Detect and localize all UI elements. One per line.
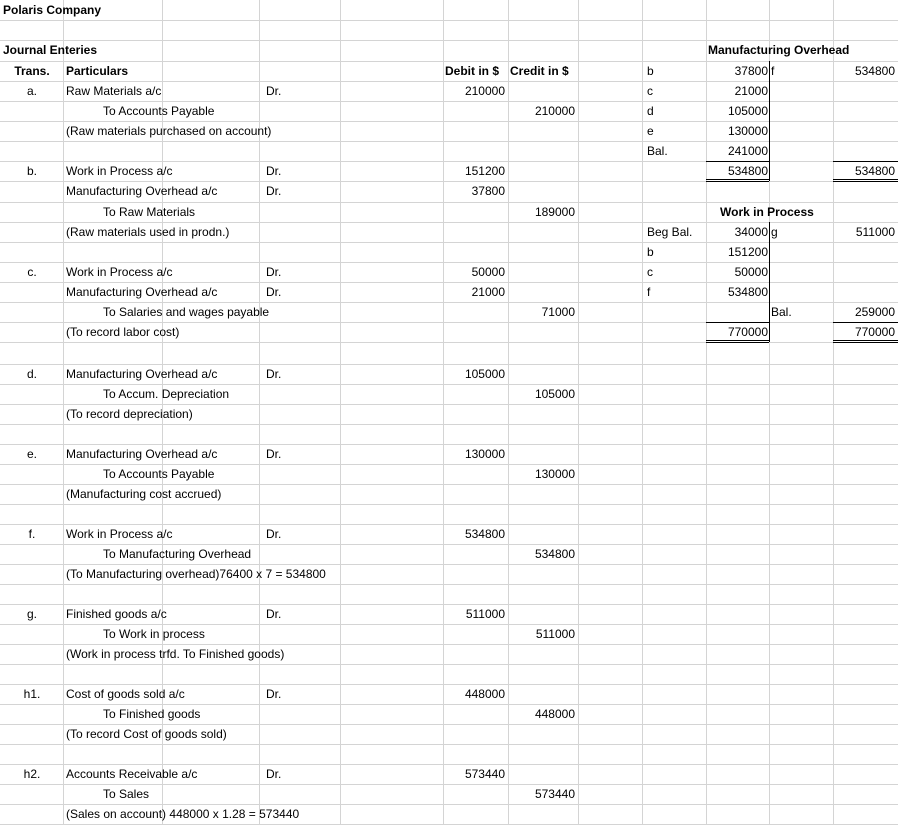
wip-credit-topline: [833, 322, 898, 323]
grid-column-line: [508, 0, 509, 825]
grid-row-line: [0, 20, 898, 21]
entry-particular: (To Manufacturing overhead)76400 x 7 = 534800: [66, 567, 326, 581]
entry-particular: (Sales on account) 448000 x 1.28 = 573440: [66, 807, 300, 821]
company-title: Polaris Company: [3, 3, 102, 17]
entry-particular: Finished goods a/c: [66, 607, 167, 621]
entry-dr-marker: Dr.: [266, 164, 282, 178]
entry-particular: Work in Process a/c: [66, 265, 173, 279]
entry-trans-label: f.: [28, 527, 36, 541]
moh-debit: 241000: [727, 144, 768, 158]
entry-trans-label: b.: [26, 164, 37, 178]
entry-credit-amount: 130000: [534, 467, 575, 481]
entry-debit-amount: 105000: [464, 367, 505, 381]
grid-column-line: [63, 0, 64, 825]
grid-row-line: [0, 664, 898, 665]
wip-total-underline: [706, 340, 769, 341]
entry-dr-marker: Dr.: [266, 447, 282, 461]
wip-row-label: b: [647, 245, 654, 259]
wip-debit: 50000: [734, 265, 768, 279]
entry-debit-amount: 573440: [464, 767, 505, 781]
grid-column-line: [642, 0, 643, 825]
wip-bal-credit: 259000: [854, 305, 895, 319]
grid-row-line: [0, 504, 898, 505]
moh-total-credit: 534800: [854, 164, 895, 178]
entry-debit-amount: 448000: [464, 687, 505, 701]
entry-trans-label: g.: [26, 607, 37, 621]
wip-debit: 34000: [734, 225, 768, 239]
wip-t-divider: [769, 222, 770, 342]
moh-row-label: b: [647, 64, 654, 78]
entry-particular: Accounts Receivable a/c: [66, 767, 198, 781]
moh-credit-label: f: [771, 64, 775, 78]
grid-column-line: [833, 0, 834, 825]
entry-particular: To Salaries and wages payable: [103, 305, 270, 319]
wip-bal-label: Bal.: [771, 305, 792, 319]
entry-particular: Raw Materials a/c: [66, 84, 162, 98]
entry-dr-marker: Dr.: [266, 767, 282, 781]
moh-debit: 105000: [727, 104, 768, 118]
entry-debit-amount: 50000: [471, 265, 505, 279]
entry-particular: To Accounts Payable: [103, 104, 215, 118]
entry-credit-amount: 105000: [534, 387, 575, 401]
header-credit: Credit in $: [510, 64, 569, 78]
grid-row-line: [0, 744, 898, 745]
entry-particular: To Work in process: [103, 627, 205, 641]
grid-row-line: [0, 584, 898, 585]
entry-dr-marker: Dr.: [266, 367, 282, 381]
moh-debit: 37800: [734, 64, 768, 78]
wip-credit: 511000: [855, 225, 895, 239]
entry-particular: Manufacturing Overhead a/c: [66, 447, 218, 461]
entry-credit-amount: 448000: [534, 707, 575, 721]
wip-total-credit: 770000: [854, 325, 895, 339]
entry-particular: To Accum. Depreciation: [103, 387, 230, 401]
entry-debit-amount: 151200: [464, 164, 505, 178]
header-trans: Trans.: [14, 64, 50, 78]
wip-total-topline: [706, 322, 769, 323]
wip-debit: 534800: [727, 285, 768, 299]
entry-trans-label: h1.: [23, 687, 41, 701]
entry-particular: (To record labor cost): [66, 325, 180, 339]
entry-dr-marker: Dr.: [266, 527, 282, 541]
entry-debit-amount: 210000: [464, 84, 505, 98]
entry-particular: Work in Process a/c: [66, 527, 173, 541]
entry-dr-marker: Dr.: [266, 84, 282, 98]
entry-particular: To Accounts Payable: [103, 467, 215, 481]
entry-particular: To Sales: [103, 787, 150, 801]
wip-credit-underline2: [833, 342, 898, 343]
grid-column-line: [443, 0, 444, 825]
moh-debit: 21000: [734, 84, 768, 98]
entry-credit-amount: 189000: [534, 205, 575, 219]
moh-credit-underline: [833, 179, 898, 180]
entry-trans-label: c.: [27, 265, 37, 279]
entry-dr-marker: Dr.: [266, 285, 282, 299]
entry-particular: (To record Cost of goods sold): [66, 727, 227, 741]
grid-column-line: [578, 0, 579, 825]
wip-title: Work in Process: [720, 205, 814, 219]
entry-particular: Manufacturing Overhead a/c: [66, 285, 218, 299]
entry-dr-marker: Dr.: [266, 265, 282, 279]
entry-particular: To Raw Materials: [103, 205, 196, 219]
entry-particular: Manufacturing Overhead a/c: [66, 367, 218, 381]
moh-credit: 534800: [854, 64, 895, 78]
moh-debit: 130000: [727, 124, 768, 138]
entry-credit-amount: 534800: [534, 547, 575, 561]
moh-t-divider: [769, 61, 770, 181]
wip-row-label: c: [647, 265, 653, 279]
entry-debit-amount: 21000: [471, 285, 505, 299]
moh-row-label: c: [647, 84, 653, 98]
entry-debit-amount: 511000: [465, 607, 505, 621]
entry-dr-marker: Dr.: [266, 184, 282, 198]
entry-trans-label: e.: [26, 447, 37, 461]
entry-particular: Manufacturing Overhead a/c: [66, 184, 218, 198]
wip-total-underline2: [706, 342, 769, 343]
moh-total-underline: [706, 179, 769, 180]
entry-particular: (Raw materials used in prodn.): [66, 225, 230, 239]
moh-row-label: Bal.: [647, 144, 668, 158]
wip-row-label: f: [647, 285, 651, 299]
entry-debit-amount: 534800: [464, 527, 505, 541]
entry-credit-amount: 210000: [534, 104, 575, 118]
entry-particular: (Work in process trfd. To Finished goods): [66, 647, 285, 661]
wip-total-debit: 770000: [727, 325, 768, 339]
moh-total-underline2: [706, 181, 769, 182]
entry-particular: Work in Process a/c: [66, 164, 173, 178]
entry-dr-marker: Dr.: [266, 687, 282, 701]
header-particulars: Particulars: [66, 64, 129, 78]
journal-title: Journal Enteries: [3, 43, 98, 57]
entry-dr-marker: Dr.: [266, 607, 282, 621]
entry-particular: (Raw materials purchased on account): [66, 124, 272, 138]
header-debit: Debit in $: [445, 64, 500, 78]
grid-row-line: [0, 424, 898, 425]
entry-particular: To Finished goods: [103, 707, 201, 721]
entry-particular: (To record depreciation): [66, 407, 193, 421]
entry-trans-label: d.: [26, 367, 37, 381]
entry-credit-amount: 71000: [541, 305, 575, 319]
entry-debit-amount: 37800: [471, 184, 505, 198]
moh-credit-topline: [833, 161, 898, 162]
moh-credit-underline2: [833, 181, 898, 182]
entry-trans-label: h2.: [23, 767, 41, 781]
grid-column-line: [706, 0, 707, 825]
wip-debit: 151200: [727, 245, 768, 259]
entry-debit-amount: 130000: [464, 447, 505, 461]
entry-trans-label: a.: [26, 84, 37, 98]
entry-particular: To Manufacturing Overhead: [103, 547, 252, 561]
moh-row-label: e: [647, 124, 654, 138]
entry-particular: Cost of goods sold a/c: [66, 687, 185, 701]
moh-total-debit: 534800: [727, 164, 768, 178]
moh-title: Manufacturing Overhead: [708, 43, 850, 57]
moh-total-topline: [706, 161, 769, 162]
entry-credit-amount: 511000: [535, 627, 575, 641]
wip-row-label: Beg Bal.: [647, 225, 693, 239]
entry-credit-amount: 573440: [534, 787, 575, 801]
entry-particular: (Manufacturing cost accrued): [66, 487, 222, 501]
wip-credit-underline: [833, 340, 898, 341]
moh-row-label: d: [647, 104, 654, 118]
wip-credit-label: g: [771, 225, 778, 239]
